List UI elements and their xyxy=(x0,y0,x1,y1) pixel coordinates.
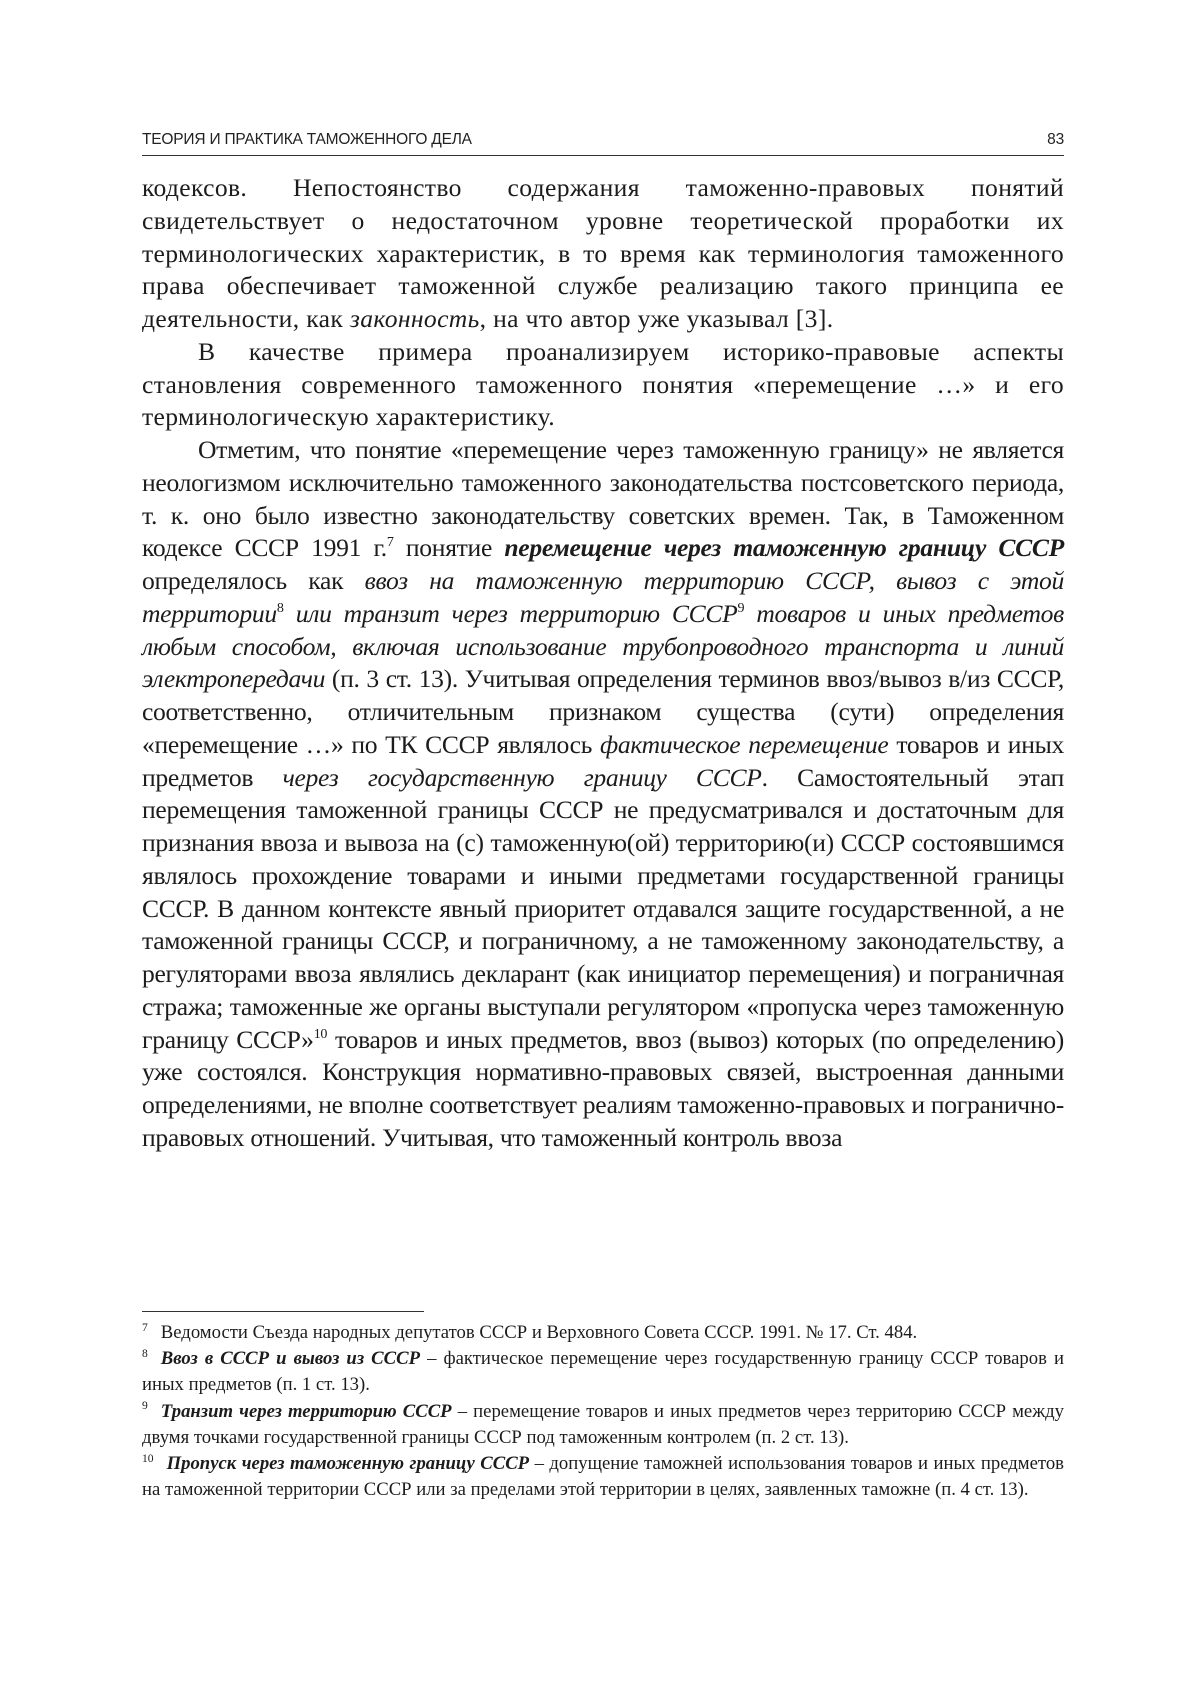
footnote-10 xyxy=(142,1451,1064,1503)
footnote-number: 9 xyxy=(142,1399,148,1413)
paragraph-3-text: товаров и иных предметов xyxy=(142,729,1064,792)
footnote-number: 7 xyxy=(142,1320,148,1334)
footnote-number: 10 xyxy=(142,1451,154,1465)
footnote-text: Ведомости Съезда народных депутатов СССР и Верховного Совета СССР. 1991. № 17. Ст. 484. xyxy=(160,1322,918,1343)
term-italic: через государственную границу СССР xyxy=(282,762,762,792)
footnote-text: – перемещение товаров и иных предметов через территорию СССР между двумя точками государственной границы СССР под таможенным контролем (п. 2 ст. 13). xyxy=(142,1400,1064,1448)
footnote-term: Транзит через территорию СССР xyxy=(160,1400,452,1422)
paragraph-1 xyxy=(142,172,1064,336)
footnote-ref-7[interactable]: 7 xyxy=(386,534,394,551)
footnote-text: – допущение таможней использования товаров и иных предметов на таможенной территории СССР или за пределами этой территории в целях, заявленных таможне (п. 4 ст. 13). xyxy=(142,1453,1064,1501)
page-number: 83 xyxy=(1047,131,1064,148)
paragraph-3-text: Отметим, что понятие «перемещение через таможенную границу» не является неологизмом исключительно таможенного законодательства постсоветского периода, т. к. оно было известно законодательству советских времен. Так, в Таможенном кодексе СССР 1991 г. xyxy=(142,435,1064,563)
paragraph-3-text: (п. 3 ст. 13). Учитывая определения терминов ввоз/вывоз в/из СССР, соответственно, отличительным признаком существа (сути) определения «перемещение …» по ТК СССР являлось xyxy=(142,664,1064,759)
paragraph-3-text: . Самостоятельный этап перемещения таможенной границы СССР не предусматривался и достаточным для признания ввоза и вывоза на (с) таможенную(ой) территорию(и) СССР состоявшимся являлось прохождение товарами и иными предметами государственной границы СССР. В данном контексте явный приоритет отдавался защите государственной, а не таможенной границы СССР, и пограничному, а не таможенному законодательству, а регуляторами ввоза являлись декларант (как инициатор перемещения) и пограничная стража; таможенные же органы выступали регулятором «пропуска через таможенную границу СССР» xyxy=(142,762,1064,1054)
definition-italic: ввоз на таможенную территорию СССР, вывоз с этой территории xyxy=(142,566,1064,628)
paragraph-1-text: кодексов. Непостоянство содержания таможенно-правовых понятий свидетельствует о недостаточном уровне теоретической проработки их терминологических характеристик, в то время как терминология таможенного права обеспечивает таможенной службе реализацию такого принципа ее деятельности, как xyxy=(142,173,1064,333)
footnote-term: Пропуск через таможенную границу СССР xyxy=(166,1453,530,1475)
paragraph-3-text: понятие xyxy=(393,533,505,563)
footnote-7 xyxy=(142,1320,1064,1346)
main-text xyxy=(142,172,1064,1155)
running-header xyxy=(142,131,1064,153)
paragraph-3 xyxy=(142,434,1064,1155)
paragraph-3-text: товаров и иных предметов, ввоз (вывоз) которых (по определению) уже состоялся. Конструкция нормативно-правовых связей, выстроенная данными определениями, не вполне соответствует реалиям таможенно-правовых и погранично-правовых отношений. Учитывая, что таможенный контроль ввоза xyxy=(142,1024,1065,1152)
term-italic: фактическое перемещение xyxy=(599,729,889,759)
footnote-text: – фактическое перемещение через государственную границу СССР товаров и иных предметов (п. 1 ст. 13). xyxy=(142,1348,1064,1396)
footnote-number: 8 xyxy=(142,1347,148,1361)
paragraph-1-text-end: , на что автор уже указывал [3]. xyxy=(479,304,834,333)
footnote-separator xyxy=(142,1311,424,1312)
paragraph-2-text: В качестве примера проанализируем историко-правовые аспекты становления современного таможенного понятия «перемещение …» и его терминологическую характеристику. xyxy=(142,336,1064,432)
footnotes xyxy=(142,1320,1064,1503)
definition-italic: или транзит через территорию СССР xyxy=(283,598,738,628)
term-italic: законность xyxy=(349,304,480,333)
footnote-9 xyxy=(142,1399,1064,1451)
definition-italic: товаров и иных предметов любым способом, включая использование трубопроводного транспорта и линий электропередачи xyxy=(142,598,1064,694)
footnote-8 xyxy=(142,1346,1064,1398)
footnote-term: Ввоз в СССР и вывоз из СССР xyxy=(160,1348,420,1370)
running-title: ТЕОРИЯ И ПРАКТИКА ТАМОЖЕННОГО ДЕЛА xyxy=(142,131,472,148)
paragraph-2 xyxy=(142,336,1064,434)
footnote-ref-8[interactable]: 8 xyxy=(276,599,284,616)
footnote-ref-9[interactable]: 9 xyxy=(737,599,745,616)
header-rule xyxy=(142,155,1064,156)
paragraph-3-text: определялось как xyxy=(142,566,365,595)
defined-term-bold: перемещение через таможенную границу СССР xyxy=(504,533,1065,563)
footnote-ref-10[interactable]: 10 xyxy=(313,1025,328,1042)
